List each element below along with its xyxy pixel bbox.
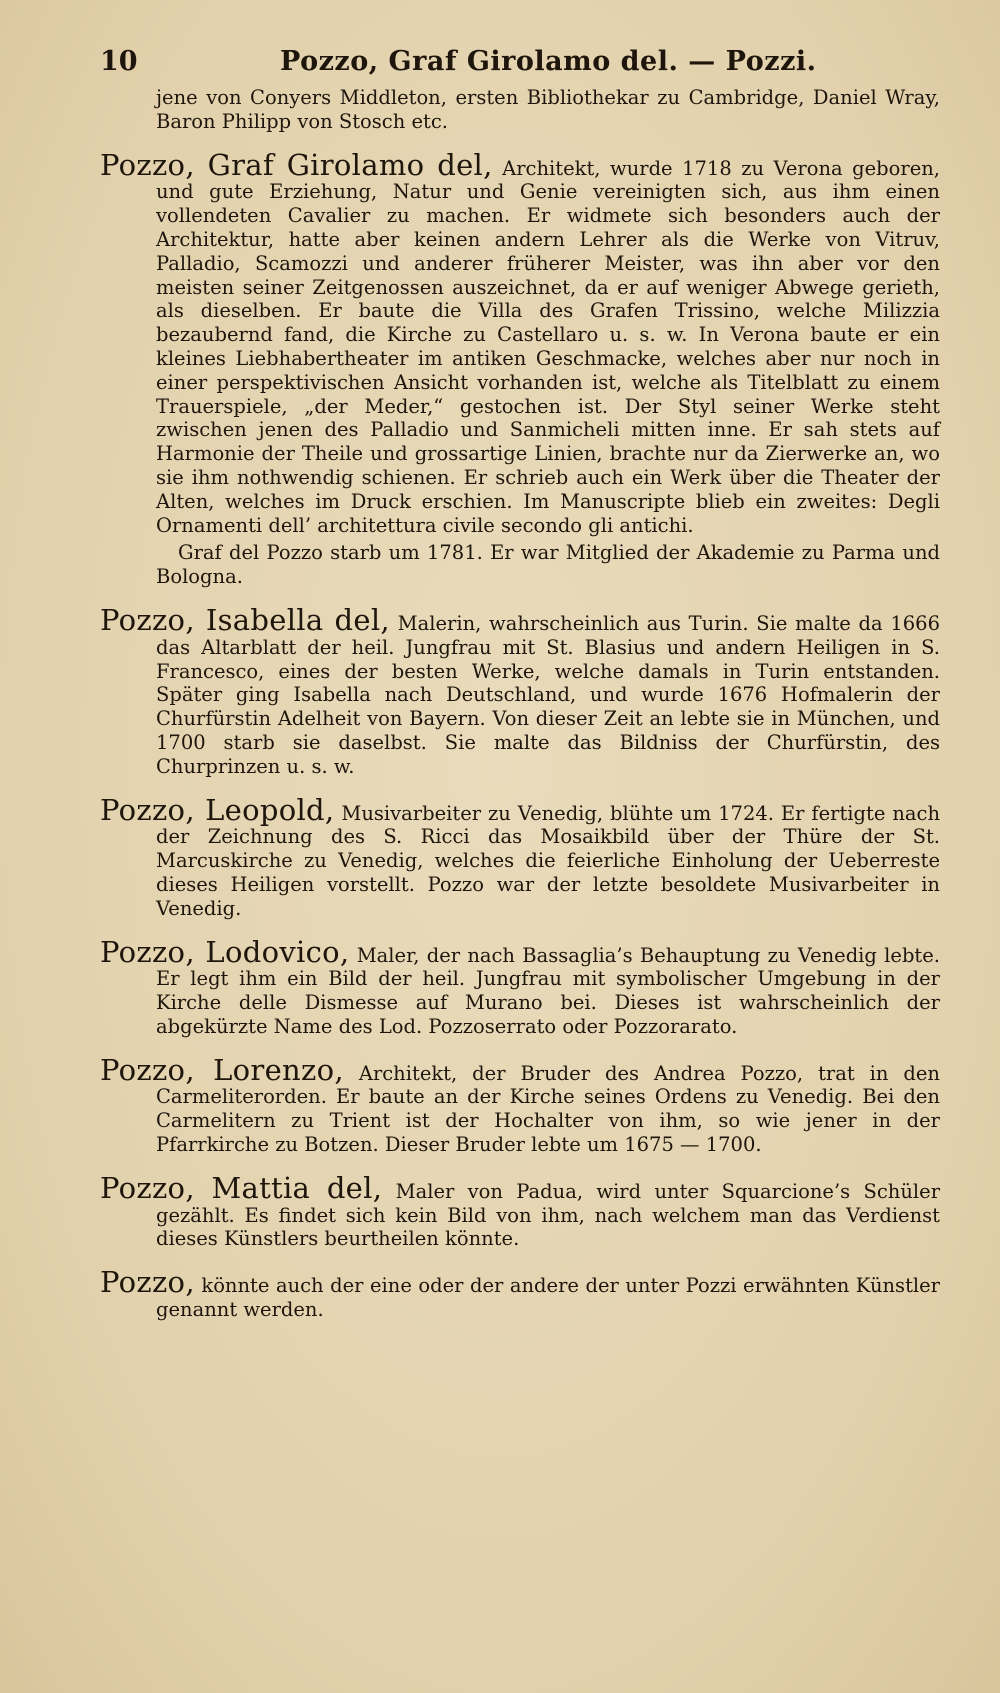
page-header xyxy=(100,42,940,86)
entry-body: Architekt, der Bruder des Andrea Pozzo, trat in den Carmeliterorden. Er baute an der Kirche seines Ordens zu Venedig. Bei den Carmelitern zu Trient ist der Hochalter von ihm, so wie jener in der Pfarrkirche zu Botzen. Dieser Bruder lebte um 1675 — 1700. xyxy=(156,1061,940,1157)
entry-pozzo-mattia xyxy=(100,1170,941,1251)
entry-continuation: Graf del Pozzo starb um 1781. Er war Mitglied der Akademie zu Parma und Bologna. xyxy=(156,541,940,589)
entry-pozzo-leopold xyxy=(100,792,941,921)
entry-heading: Pozzo, Mattia del, xyxy=(100,1170,383,1205)
entry-body: Maler von Padua, wird unter Squarcione’s Schüler gezählt. Es findet sich kein Bild von ihm, nach welchem man das Verdienst dieses Künstlers beurtheilen könnte. xyxy=(156,1179,941,1251)
entry-pozzo-girolamo xyxy=(100,147,940,589)
entry-body: Maler, der nach Bassaglia’s Behauptung zu Venedig lebte. Er legt ihm ein Bild der heil. Jungfrau mit symbolischer Umgebung in der Kirche delle Dismesse auf Murano bei. Dieses ist wahrscheinlich der abgekürzte Name des Lod. Pozzoserrato oder Pozzorarato. xyxy=(156,943,940,1038)
entry-pozzo-isabella xyxy=(100,602,940,779)
page-number: 10 xyxy=(100,46,138,77)
entry-heading: Pozzo, xyxy=(100,1265,195,1300)
entry-body: jene von Conyers Middleton, ersten Bibliothekar zu Cambridge, Daniel Wray, Baron Philipp von Stosch etc. xyxy=(156,86,940,133)
entry-pozzo-lodovico xyxy=(100,934,940,1039)
entry-heading: Pozzo, Leopold, xyxy=(100,792,335,827)
entry-pozzo-lorenzo xyxy=(100,1052,940,1157)
entry-heading: Pozzo, Graf Girolamo del, xyxy=(100,147,493,182)
entry-heading: Pozzo, Lodovico, xyxy=(100,934,350,969)
entry-body: Musivarbeiter zu Venedig, blühte um 1724. Er fertigte nach der Zeichnung des S. Ricci das Mosaikbild über der Thüre der St. Marcuskirche zu Venedig, welches die feierliche Einholung der Ueberreste dieses Heiligen vorstellt. Pozzo war der letzte besoldete Musivarbeiter in Venedig. xyxy=(156,801,941,920)
running-title: Pozzo, Graf Girolamo del. — Pozzi. xyxy=(280,46,817,77)
entry-body: Architekt, wurde 1718 zu Verona geboren, und gute Erziehung, Natur und Genie vereinigten sich, aus ihm einen vollendeten Cavalier zu machen. Er widmete sich besonders auch der Architektur, hatte aber keinen andern Lehrer als die Werke von Vitruv, Palladio, Scamozzi und anderer früherer Meister, was ihn aber vor den meisten seiner Zeitgenossen auszeichnet, da er auf weniger Abwege gerieth, als dieselben. Er baute die Villa des Grafen Trissino, welche Milizzia bezaubernd fand, die Kirche zu Castellaro u. s. w. In Verona baute er ein kleines Liebhabertheater im antiken Geschmacke, welches aber nur noch in einer perspektivischen Ansicht vorhanden ist, welche als Titelblatt zu einem Trauerspiele, „der Meder,“ gestochen ist. Der Styl seiner Werke steht zwischen jenen des Palladio und Sanmicheli mitten inne. Er sah stets auf Harmonie der Theile und grossartige Linien, brachte nur da Zierwerke an, wo sie ihm nothwendig schienen. Er schrieb auch ein Werk über die Theater der Alten, welches im Druck erschien. Im Manuscripte blieb ein zweites: Degli Ornamenti dell’ architettura civile secondo gli antichi. xyxy=(156,156,940,537)
entry-body: Malerin, wahrscheinlich aus Turin. Sie malte da 1666 das Altarblatt der heil. Jungfrau mit St. Blasius und andern Heiligen in S. Francesco, eines der besten Werke, welche damals in Turin entstanden. Später ging Isabella nach Deutschland, und wurde 1676 Hofmalerin der Churfürstin Adelheit von Bayern. Von dieser Zeit an lebte sie in München, und 1700 starb sie daselbst. Sie malte das Bildniss der Churfürstin, des Churprinzen u. s. w. xyxy=(156,611,940,778)
entry-body: könnte auch der eine oder der andere der unter Pozzi erwähnten Künstler genannt werden. xyxy=(156,1274,940,1322)
entry-continued-text xyxy=(100,86,940,134)
entry-heading: Pozzo, Isabella del, xyxy=(100,602,390,637)
entry-heading: Pozzo, Lorenzo, xyxy=(100,1052,344,1087)
entry-pozzo-general xyxy=(100,1265,940,1322)
